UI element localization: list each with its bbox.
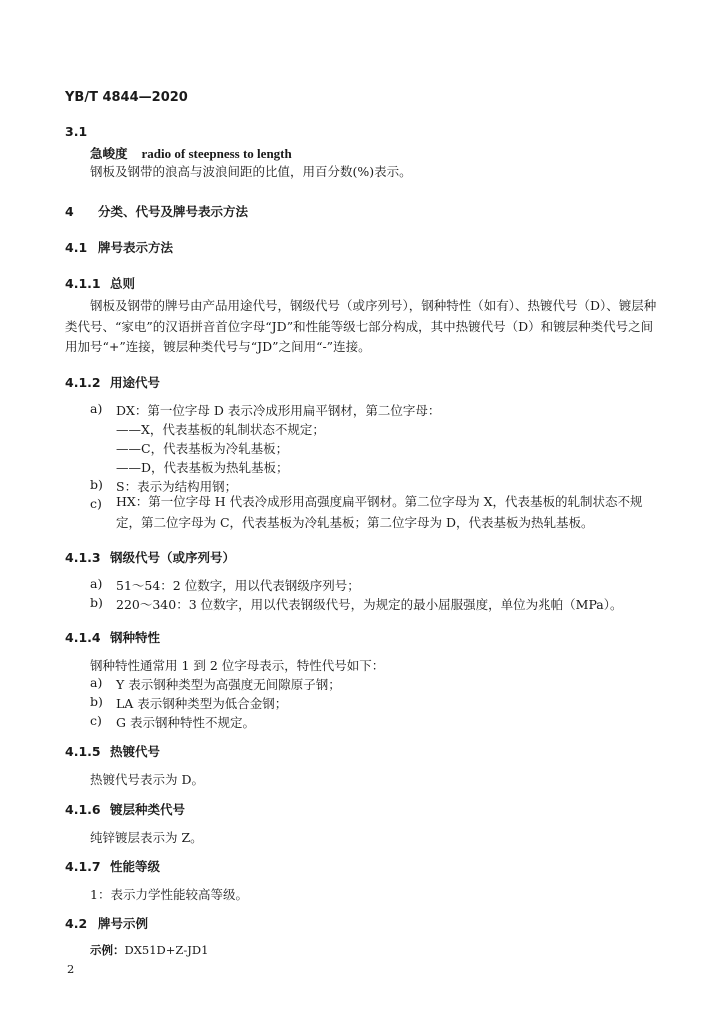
section-number: 4.1.1 <box>65 276 101 291</box>
section-number: 4.1 <box>65 240 88 255</box>
performance-grade-text: 1：表示力学性能较高等级。 <box>90 887 248 902</box>
section-number: 4.2 <box>65 916 88 931</box>
section-number: 4.1.3 <box>65 550 101 565</box>
list-label: a) <box>90 401 103 416</box>
section-title: 牌号表示方法 <box>98 240 174 255</box>
dash-item: ——D，代表基板为热轧基板； <box>116 460 289 475</box>
term-name <box>90 143 292 162</box>
list-label: c) <box>90 496 102 511</box>
term-number: 3.1 <box>65 124 88 139</box>
section-number: 4.1.4 <box>65 630 101 645</box>
list-label: a) <box>90 675 103 690</box>
example-line <box>90 942 208 958</box>
standard-number: YB/T 4844—2020 <box>65 90 188 105</box>
section-4-1-7-heading <box>65 857 160 875</box>
list-item-text: S：表示为结构用钢； <box>116 479 238 494</box>
list-item-text: LA 表示钢种类型为低合金钢； <box>116 696 288 711</box>
section-4-1-4-heading <box>65 628 160 646</box>
list-label: b) <box>90 694 103 709</box>
list-item-text: Y 表示钢种类型为高强度无间隙原子钢； <box>116 677 341 692</box>
steel-type-intro: 钢种特性通常用 1 到 2 位字母表示，特性代号如下： <box>90 658 385 673</box>
list-label: b) <box>90 595 103 610</box>
term-name-en: radio of steepness to length <box>141 146 292 161</box>
list-label: c) <box>90 713 102 728</box>
dash-item: ——C，代表基板为冷轧基板； <box>116 441 289 456</box>
list-item-text: 220～340：3 位数字，用以代表钢级代号，为规定的最小屈服强度，单位为兆帕（MPa）。 <box>116 597 623 612</box>
list-item-text: 51～54：2 位数字，用以代表钢级序列号； <box>116 578 360 593</box>
section-4-heading <box>65 202 248 220</box>
section-4-1-3-heading <box>65 548 235 566</box>
section-4-1-2-heading <box>65 373 160 391</box>
section-title: 用途代号 <box>110 375 161 390</box>
section-title: 钢级代号（或序列号） <box>110 550 236 565</box>
section-4-1-5-heading <box>65 742 160 760</box>
list-item-text: G 表示钢种特性不规定。 <box>116 715 255 730</box>
section-title: 牌号示例 <box>98 916 149 931</box>
section-number: 4.1.7 <box>65 859 101 874</box>
section-number: 4.1.2 <box>65 375 101 390</box>
list-label: a) <box>90 576 103 591</box>
list-item-text: HX：第一位字母 H 代表冷成形用高强度扁平钢材。第二位字母为 X，代表基板的轧制状态不规定，第二位字母为 C，代表基板为冷轧基板；第二位字母为 D，代表基板为热轧基板。 <box>116 494 643 530</box>
section-4-1-6-heading <box>65 800 185 818</box>
section-4-2-heading <box>65 914 148 932</box>
coating-code-text: 纯锌镀层表示为 Z。 <box>90 830 203 845</box>
section-number: 4.1.5 <box>65 744 101 759</box>
section-title: 总则 <box>110 276 136 291</box>
term-definition: 钢板及钢带的浪高与波浪间距的比值，用百分数(%)表示。 <box>90 164 412 179</box>
example-label: 示例： <box>90 943 125 957</box>
section-title: 钢种特性 <box>110 630 161 645</box>
section-4-1-heading <box>65 238 173 256</box>
list-item-text: DX：第一位字母 D 表示冷成形用扁平钢材，第二位字母： <box>116 403 441 418</box>
page-number: 2 <box>67 962 75 976</box>
section-number: 4.1.6 <box>65 802 101 817</box>
example-text: DX51D+Z-JD1 <box>124 943 209 957</box>
general-paragraph: 钢板及钢带的牌号由产品用途代号，钢级代号（或序列号），钢种特性（如有）、热镀代号（D）、镀层种类代号、“家电”的汉语拼音首位字母“JD”和性能等级七部分构成，其中热镀代号（D）和镀层种类代号之间用加号“+”连接，镀层种类代号与“JD”之间用“-”连接。 <box>65 298 657 354</box>
section-title: 镀层种类代号 <box>110 802 186 817</box>
section-number: 4 <box>65 204 74 219</box>
section-4-1-1-heading <box>65 274 135 292</box>
dash-item: ——X，代表基板的轧制状态不规定； <box>116 422 325 437</box>
section-title: 分类、代号及牌号表示方法 <box>98 204 249 219</box>
list-label: b) <box>90 477 103 492</box>
section-title: 热镀代号 <box>110 744 161 759</box>
hot-dip-code-text: 热镀代号表示为 D。 <box>90 772 204 787</box>
section-title: 性能等级 <box>110 859 161 874</box>
term-name-cn: 急峻度 <box>90 146 128 161</box>
